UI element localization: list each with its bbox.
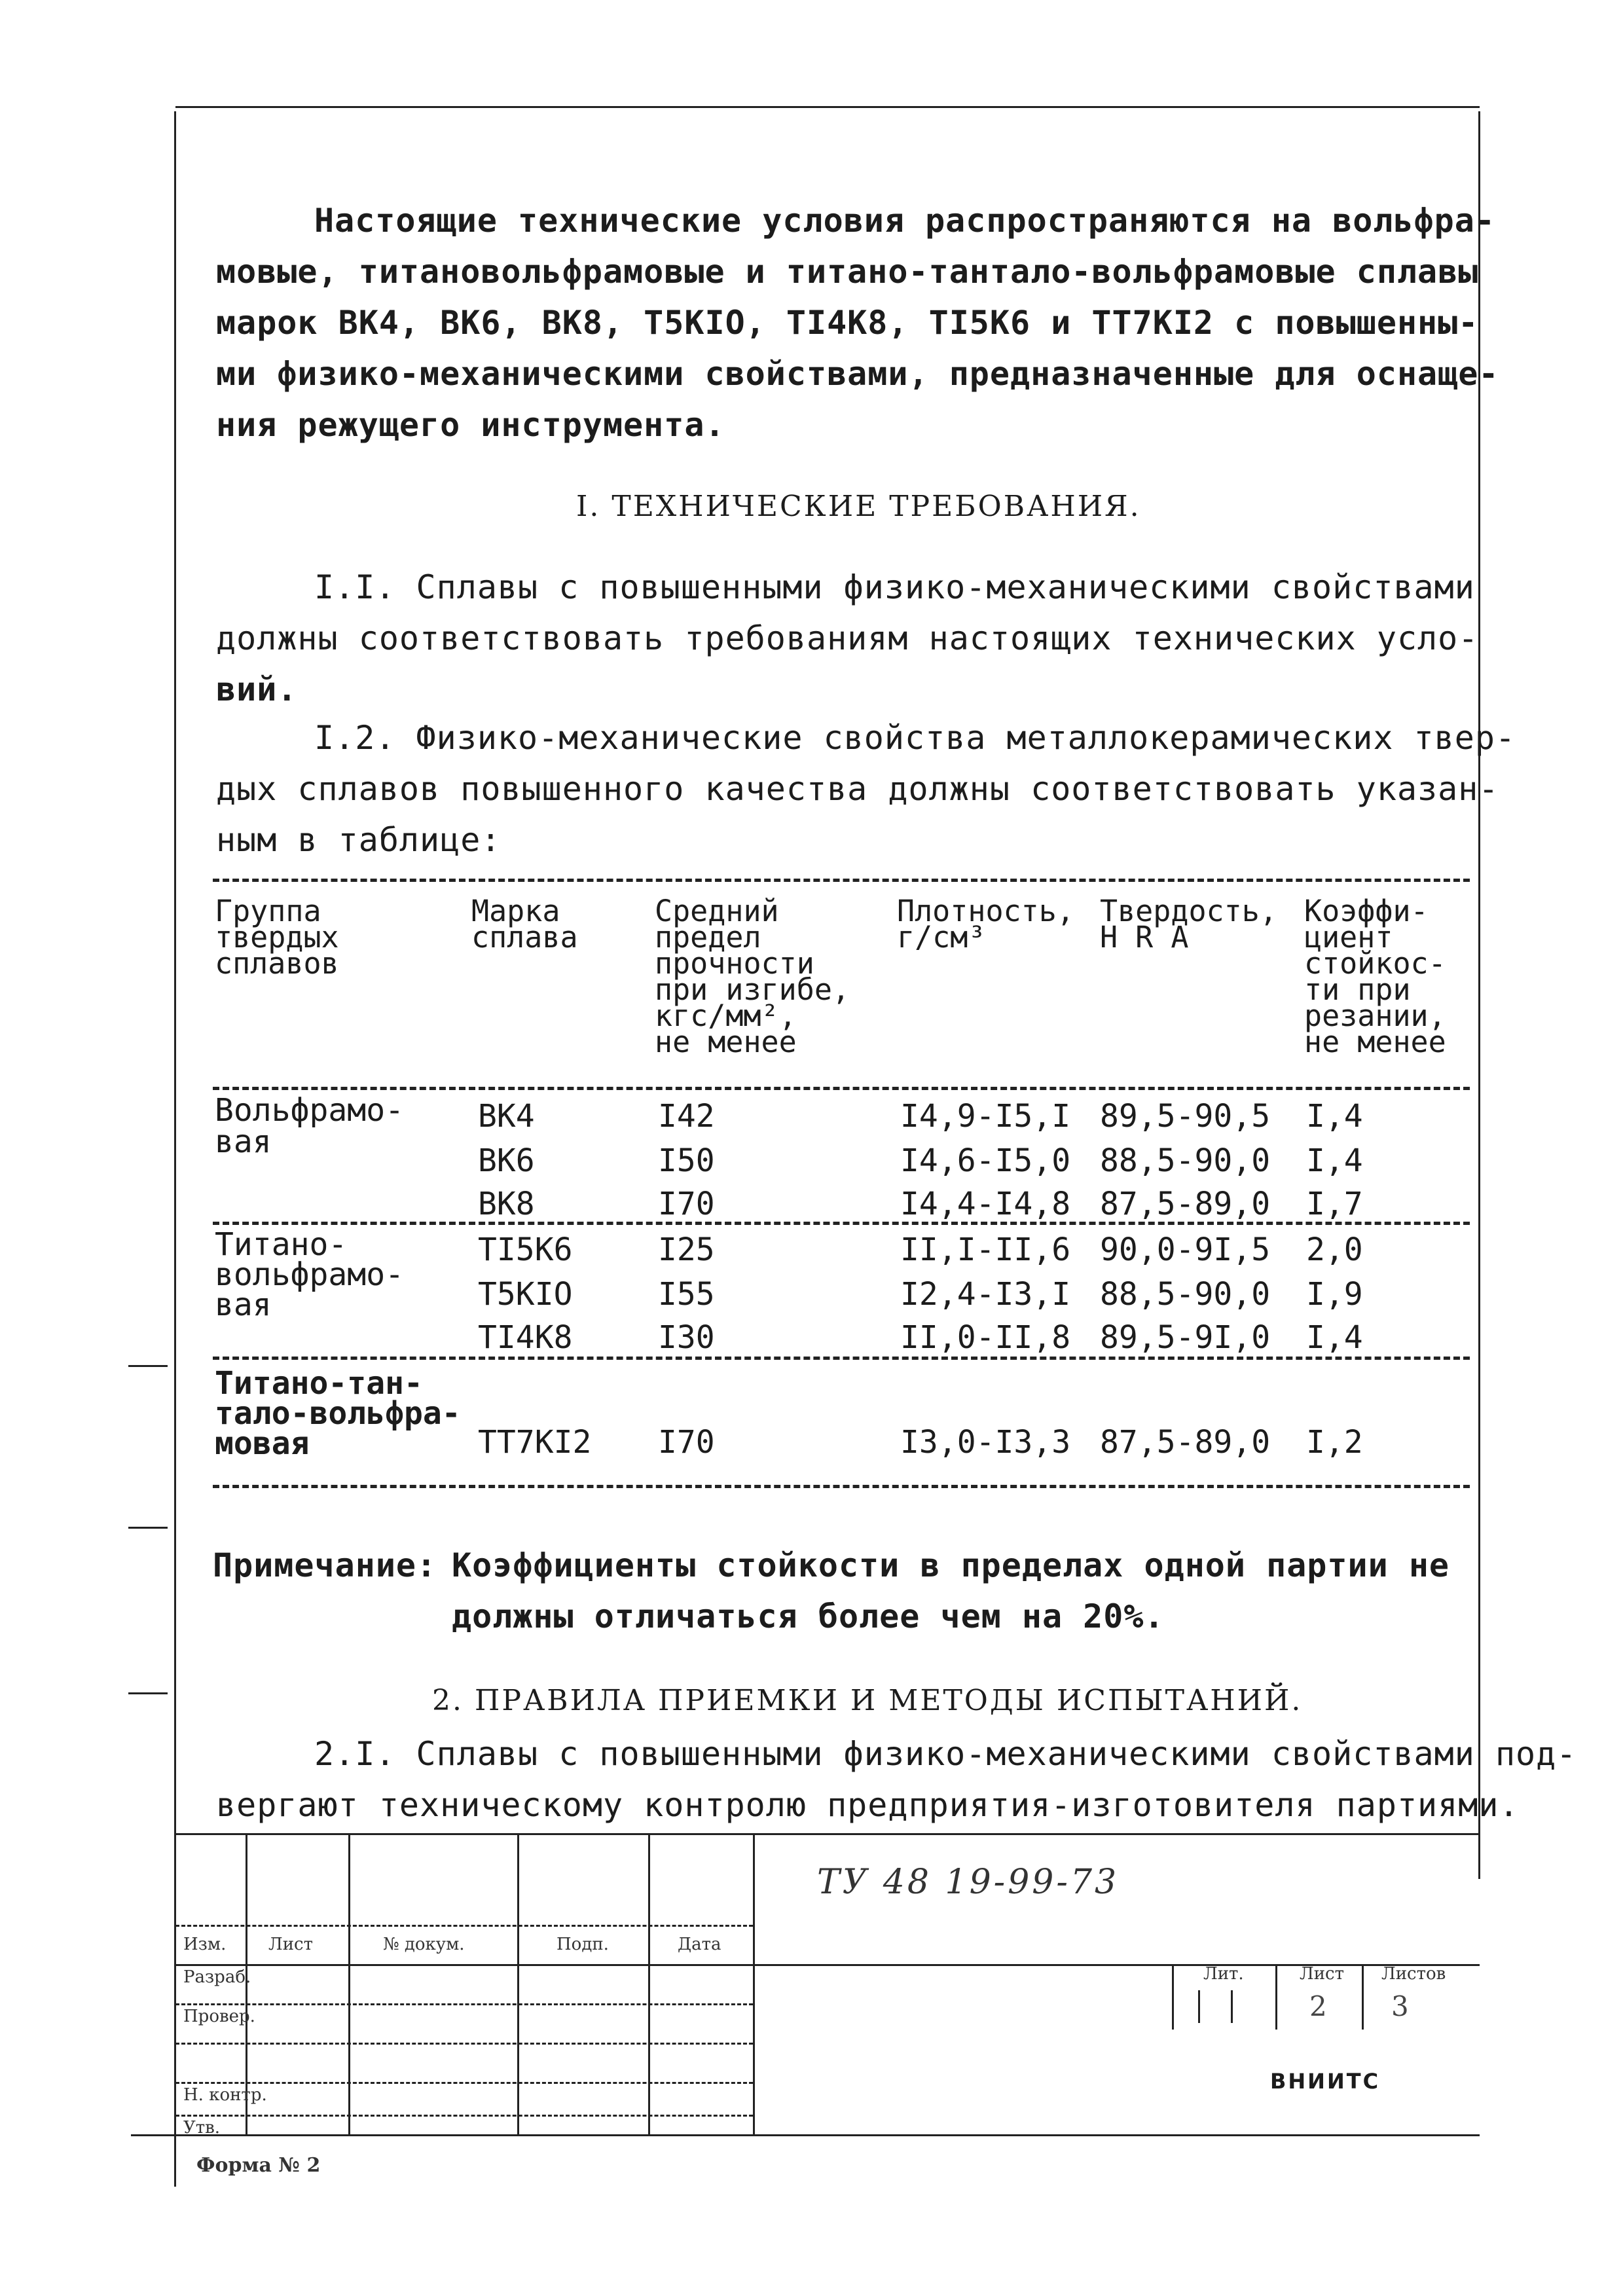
stamp-col-line bbox=[648, 1833, 650, 2134]
cell-strength: I70 bbox=[658, 1424, 715, 1461]
group-name: Титано- вольфрамо- вая bbox=[215, 1226, 404, 1323]
cell-strength: I50 bbox=[658, 1142, 715, 1179]
cell-density: I4,9-I5,I bbox=[900, 1098, 1071, 1135]
header-density: Плотность, г/см³ bbox=[897, 894, 1074, 955]
lit-box-line bbox=[1231, 1990, 1233, 2023]
cell-coefficient: I,4 bbox=[1306, 1319, 1363, 1356]
stamp-lit-line bbox=[1362, 1964, 1364, 2030]
sheet-label: Лист bbox=[1300, 1964, 1344, 1984]
group-name: Титано-тан- тало-вольфра- мовая bbox=[215, 1365, 461, 1462]
frame-top-line bbox=[175, 106, 1480, 108]
sheet-number: 2 bbox=[1309, 1990, 1327, 2022]
form-label: Форма № 2 bbox=[196, 2154, 321, 2177]
note-text bbox=[452, 1540, 1450, 1642]
group-name: Вольфрамо- вая bbox=[215, 1092, 404, 1160]
header-hardness: Твердость, Н R A bbox=[1100, 894, 1277, 955]
intro-line: мовые, титановольфрамовые и титано-тантало-вольфрамовые сплавы bbox=[216, 253, 1479, 291]
cell-hardness: 89,5-90,5 bbox=[1100, 1098, 1271, 1135]
cell-grade: TI4K8 bbox=[478, 1319, 573, 1356]
stamp-row-line bbox=[175, 1964, 1480, 1966]
cell-grade: ВК8 bbox=[478, 1186, 535, 1222]
stamp-row-line bbox=[175, 2003, 753, 2005]
header-bottom-rule bbox=[213, 1087, 1470, 1090]
cell-density: II,I-II,6 bbox=[900, 1231, 1071, 1268]
margin-tick bbox=[128, 1692, 168, 1694]
section1-title: I. ТЕХНИЧЕСКИЕ ТРЕБОВАНИЯ. bbox=[576, 490, 1141, 523]
cell-coefficient: 2,0 bbox=[1306, 1231, 1363, 1268]
group-separator bbox=[213, 1357, 1470, 1360]
cell-density: I4,4-I4,8 bbox=[900, 1186, 1071, 1222]
cell-density: I2,4-I3,I bbox=[900, 1276, 1071, 1313]
intro-line: Настоящие технические условия распространяются на вольфра- bbox=[314, 202, 1495, 240]
p12-line: дых сплавов повышенного качества должны соответствовать указан- bbox=[216, 770, 1499, 808]
cell-density: II,0-II,8 bbox=[900, 1319, 1071, 1356]
cell-hardness: 90,0-9I,5 bbox=[1100, 1231, 1271, 1268]
p12-line: I.2. Физико-механические свойства металлокерамических твер- bbox=[314, 719, 1516, 757]
stamp-col-label: Лист bbox=[268, 1935, 313, 1954]
header-grade: Марка сплава bbox=[471, 894, 578, 955]
stamp-row-label: Разраб. bbox=[183, 1967, 251, 1987]
header-coefficient: Коэффи- циент стойкос- ти при резании, не менее bbox=[1304, 894, 1446, 1059]
group-separator bbox=[213, 1222, 1470, 1225]
table-bottom-rule bbox=[213, 1485, 1470, 1488]
stamp-col-label: Дата bbox=[678, 1935, 721, 1954]
note-line: должны отличаться более чем на 20%. bbox=[452, 1597, 1165, 1635]
stamp-top-line bbox=[175, 1833, 1480, 1835]
stamp-lit-line bbox=[1172, 1964, 1174, 2030]
header-strength: Средний предел прочности при изгибе, кгс/мм², не менее bbox=[655, 894, 850, 1059]
header-group: Группа твердых сплавов bbox=[215, 894, 339, 981]
stamp-row-label: Утв. bbox=[183, 2118, 221, 2138]
stamp-col-line bbox=[246, 1833, 247, 2134]
p11-line: должны соответствовать требованиям настоящих технических усло- bbox=[216, 619, 1479, 657]
organization: ВНИИТС bbox=[1270, 2069, 1381, 2094]
cell-coefficient: I,4 bbox=[1306, 1098, 1363, 1135]
intro-line: марок ВК4, ВК6, ВК8, Т5КIO, TI4K8, TI5K6 и TT7KI2 с повышенны- bbox=[216, 304, 1479, 342]
cell-grade: TT7KI2 bbox=[478, 1424, 592, 1461]
paragraph-1-2 bbox=[216, 712, 1516, 866]
document-number: ТУ 48 19-99-73 bbox=[817, 1863, 1120, 1902]
frame-left-line bbox=[174, 111, 176, 2187]
lit-box-line bbox=[1198, 1990, 1200, 2023]
cell-strength: I25 bbox=[658, 1231, 715, 1268]
p21-line: 2.I. Сплавы с повышенными физико-механическими свойствами под- bbox=[314, 1735, 1577, 1773]
lit-label: Лит. bbox=[1203, 1964, 1244, 1984]
cell-hardness: 89,5-9I,0 bbox=[1100, 1319, 1271, 1356]
cell-grade: TI5K6 bbox=[478, 1231, 573, 1268]
cell-hardness: 88,5-90,0 bbox=[1100, 1276, 1271, 1313]
stamp-col-label: Подп. bbox=[556, 1935, 609, 1954]
cell-grade: T5KIO bbox=[478, 1276, 573, 1313]
paragraph-2-1 bbox=[216, 1728, 1577, 1831]
margin-tick bbox=[128, 1365, 168, 1367]
stamp-row-line bbox=[175, 2043, 753, 2045]
note-line: Коэффициенты стойкости в пределах одной партии не bbox=[452, 1546, 1450, 1584]
stamp-col-label: № докум. bbox=[383, 1935, 465, 1954]
intro-line: ния режущего инструмента. bbox=[216, 406, 725, 444]
stamp-col-line bbox=[753, 1833, 755, 2134]
p11-line: вий. bbox=[216, 670, 298, 708]
cell-coefficient: I,4 bbox=[1306, 1142, 1363, 1179]
cell-strength: I70 bbox=[658, 1186, 715, 1222]
intro-line: ми физико-механическими свойствами, предназначенные для оснаще- bbox=[216, 355, 1499, 393]
cell-grade: ВК6 bbox=[478, 1142, 535, 1179]
stamp-row-line bbox=[175, 2115, 753, 2117]
p11-line: I.I. Сплавы с повышенными физико-механическими свойствами bbox=[314, 568, 1475, 606]
cell-coefficient: I,9 bbox=[1306, 1276, 1363, 1313]
cell-strength: I30 bbox=[658, 1319, 715, 1356]
note-label: Примечание: bbox=[213, 1546, 437, 1584]
intro-paragraph bbox=[216, 195, 1499, 450]
cell-grade: ВК4 bbox=[478, 1098, 535, 1135]
stamp-col-line bbox=[348, 1833, 350, 2134]
stamp-bottom-line bbox=[131, 2134, 1480, 2136]
cell-strength: I42 bbox=[658, 1098, 715, 1135]
cell-density: I4,6-I5,0 bbox=[900, 1142, 1071, 1179]
cell-hardness: 87,5-89,0 bbox=[1100, 1424, 1271, 1461]
section2-title: 2. ПРАВИЛА ПРИЕМКИ И МЕТОДЫ ИСПЫТАНИЙ. bbox=[432, 1684, 1303, 1717]
p12-line: ным в таблице: bbox=[216, 821, 501, 859]
table-top-rule bbox=[213, 879, 1470, 882]
margin-tick bbox=[128, 1527, 168, 1529]
sheets-number: 3 bbox=[1391, 1990, 1409, 2022]
stamp-row-label: Н. контр. bbox=[183, 2085, 267, 2105]
cell-strength: I55 bbox=[658, 1276, 715, 1313]
cell-density: I3,0-I3,3 bbox=[900, 1424, 1071, 1461]
cell-hardness: 88,5-90,0 bbox=[1100, 1142, 1271, 1179]
stamp-row-line bbox=[175, 2082, 753, 2084]
stamp-row-line bbox=[175, 1925, 753, 1927]
stamp-row-label: Провер. bbox=[183, 2007, 255, 2026]
cell-coefficient: I,2 bbox=[1306, 1424, 1363, 1461]
p21-line: вергают техническому контролю предприятия-изготовителя партиями. bbox=[216, 1786, 1520, 1824]
cell-coefficient: I,7 bbox=[1306, 1186, 1363, 1222]
sheets-label: Листов bbox=[1381, 1964, 1446, 1984]
stamp-col-line bbox=[517, 1833, 519, 2134]
stamp-lit-line bbox=[1275, 1964, 1277, 2030]
cell-hardness: 87,5-89,0 bbox=[1100, 1186, 1271, 1222]
stamp-col-label: Изм. bbox=[183, 1935, 227, 1954]
paragraph-1-1 bbox=[216, 562, 1478, 715]
